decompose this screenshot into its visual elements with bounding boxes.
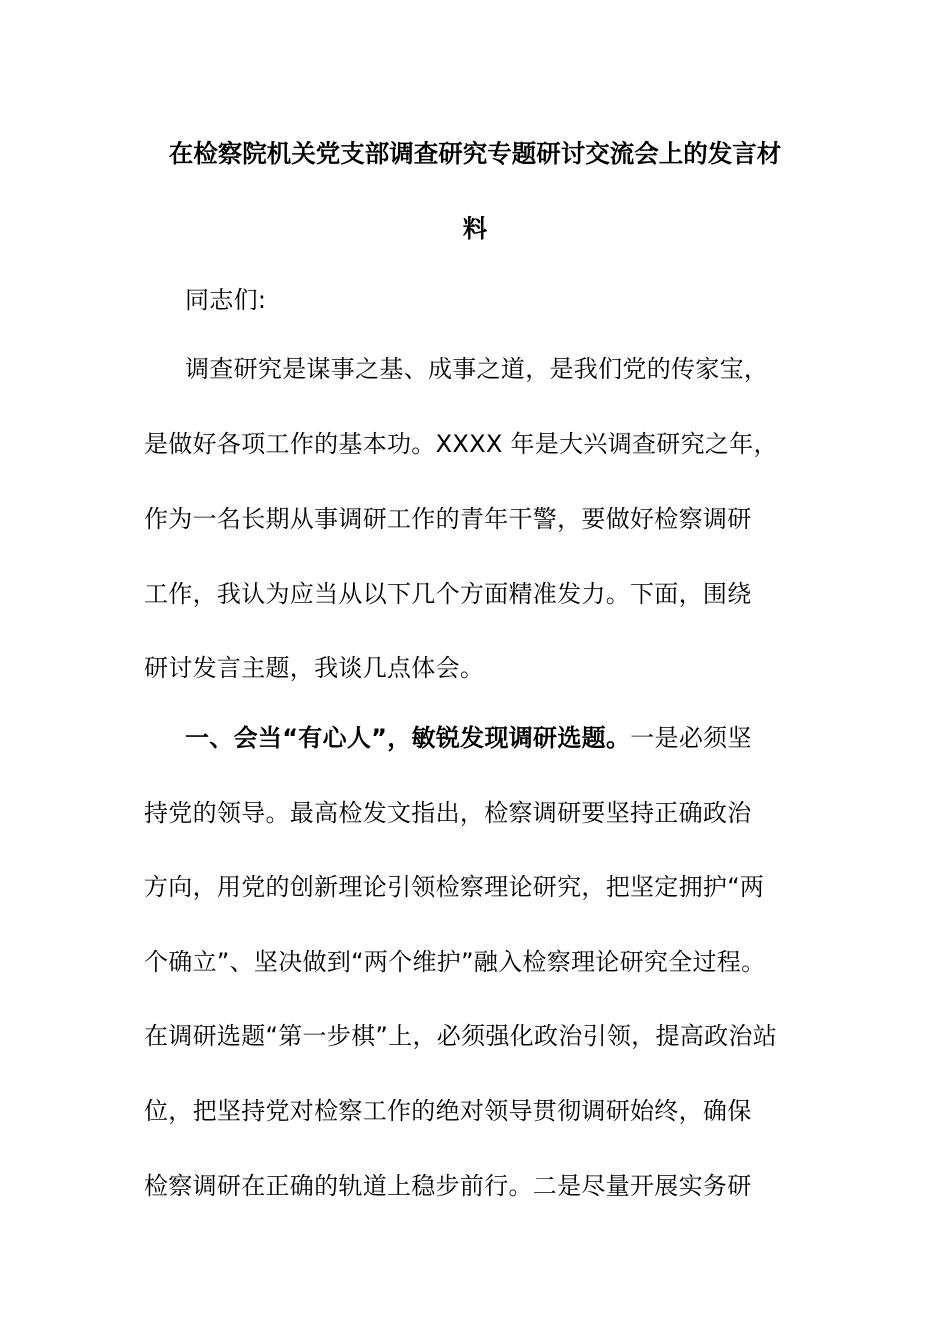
section-1-line-7: 检察调研在正确的轨道上稳步前行。二是尽量开展实务研 bbox=[144, 1172, 752, 1200]
section-1-first-line-text: 一是必须坚 bbox=[630, 724, 752, 752]
section-1-line-5: 在调研选题“第一步棋”上，必须强化政治引领，提高政治站 bbox=[144, 1022, 777, 1050]
paragraph-1-line-3: 作为一名长期从事调研工作的青年干警，要做好检察调研 bbox=[144, 505, 752, 533]
paragraph-1-line-1: 调查研究是谋事之基、成事之道，是我们党的传家宝， bbox=[185, 355, 769, 383]
paragraph-1-line-5: 研讨发言主题，我谈几点体会。 bbox=[144, 654, 485, 682]
document-title-line-1: 在检察院机关党支部调查研究专题研讨交流会上的发言材 bbox=[168, 139, 782, 168]
paragraph-1-line-4: 工作，我认为应当从以下几个方面精准发力。下面，围绕 bbox=[144, 580, 752, 608]
section-1-line-4: 个确立”、坚决做到“两个维护”融入检察理论研究全过程。 bbox=[144, 948, 766, 976]
section-1-heading: 一、会当“有心人”，敏锐发现调研选题。 bbox=[185, 724, 631, 752]
paragraph-1-line-2: 是做好各项工作的基本功。XXXX 年是大兴调查研究之年， bbox=[144, 430, 778, 458]
section-1-line-3: 方向，用党的创新理论引领检察理论研究，把坚定拥护“两 bbox=[144, 873, 765, 901]
salutation: 同志们: bbox=[185, 286, 267, 314]
section-1-first-line bbox=[185, 722, 855, 754]
section-1-line-2: 持党的领导。最高检发文指出，检察调研要坚持正确政治 bbox=[144, 799, 752, 827]
document-title-line-2: 料 bbox=[462, 214, 488, 243]
section-1-line-6: 位，把坚持党对检察工作的绝对领导贯彻调研始终，确保 bbox=[144, 1097, 752, 1125]
